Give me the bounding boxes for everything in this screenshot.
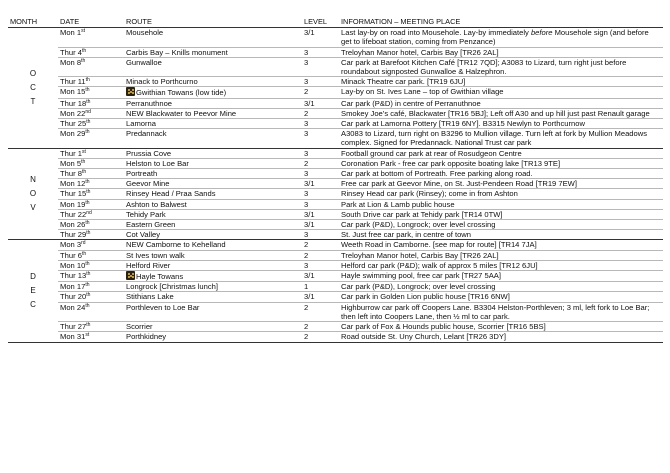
info-text: Last lay-by on road into Mousehole. Lay-by immediately xyxy=(341,28,531,38)
info-text: Weeth Road in Camborne. [see map for route] [TR14 7JA] xyxy=(341,240,537,250)
route-name: Minack to Porthcurno xyxy=(126,77,198,87)
date-day: Thur xyxy=(60,292,76,302)
info-cell xyxy=(339,28,663,47)
route-cell xyxy=(124,179,302,189)
date-suffix: st xyxy=(81,148,86,155)
date-day: Mon xyxy=(60,220,75,230)
info-cell xyxy=(339,260,663,270)
route-cell xyxy=(124,199,302,209)
route-name: NEW Blackwater to Peevor Mine xyxy=(126,108,237,118)
date-cell xyxy=(58,271,124,282)
route-cell xyxy=(124,148,302,158)
info-cell xyxy=(339,209,663,219)
route-cell xyxy=(124,302,302,321)
route-cell xyxy=(124,282,302,292)
date-day: Thur xyxy=(60,189,76,199)
date-cell xyxy=(58,292,124,302)
route-name: Perranuthnoe xyxy=(126,98,173,108)
info-text: Lay-by on St. Ives Lane – top of Gwithian village xyxy=(341,87,504,97)
date-cell xyxy=(58,179,124,189)
info-text: Treloyhan Manor hotel, Carbis Bay [TR26 2AL] xyxy=(341,47,499,57)
route-name: Geevor Mine xyxy=(126,179,170,189)
info-text: Football ground car park at rear of Rosudgeon Centre xyxy=(341,148,522,158)
info-cell xyxy=(339,220,663,230)
date-cell xyxy=(58,332,124,342)
month-letter: C xyxy=(30,299,36,309)
date-number: 19 xyxy=(76,199,86,209)
route-cell xyxy=(124,230,302,240)
date-cell xyxy=(58,250,124,260)
info-cell xyxy=(339,199,663,209)
date-number: 12 xyxy=(76,179,86,189)
date-cell xyxy=(58,209,124,219)
date-suffix: th xyxy=(81,158,86,165)
route-name: Gwithian Towans (low tide) xyxy=(136,88,227,98)
date-day: Thur xyxy=(60,322,76,332)
date-suffix: th xyxy=(85,260,90,267)
level-cell: 3 xyxy=(302,169,339,179)
table-row xyxy=(8,129,663,148)
date-number: 11 xyxy=(77,77,86,87)
route-cell xyxy=(124,87,302,98)
info-cell xyxy=(339,179,663,189)
date-number: 26 xyxy=(76,220,86,230)
date-cell xyxy=(58,119,124,129)
route-cell xyxy=(124,220,302,230)
info-text: Minack Theatre car park. [TR19 6JU] xyxy=(341,77,466,87)
info-text: Rinsey Head car park (Rinsey); come in from Ashton xyxy=(341,189,518,199)
info-cell xyxy=(339,119,663,129)
info-text: South Drive car park at Tehidy park [TR14 0TW] xyxy=(341,209,503,219)
route-name: Helston to Loe Bar xyxy=(126,158,189,168)
route-name: Eastern Green xyxy=(126,220,176,230)
route-cell xyxy=(124,47,302,57)
level-cell: 2 xyxy=(302,87,339,98)
level-cell: 3 xyxy=(302,77,339,87)
table-row xyxy=(8,199,663,209)
info-cell xyxy=(339,332,663,342)
date-cell xyxy=(58,302,124,321)
level-header: LEVEL xyxy=(302,17,339,28)
info-text: Road outside St. Uny Church, Lelant [TR26 3DY] xyxy=(341,332,507,342)
table-row xyxy=(8,77,663,87)
date-suffix: th xyxy=(85,199,90,206)
month-header: MONTH xyxy=(8,17,58,28)
date-suffix: th xyxy=(86,119,91,126)
info-text: Highburrow car park off Coopers Lane. B3304 Helston-Porthleven; 3 ml, left fork to Loe Bar; then left into Coopers Lane, then ½ ml to car park. xyxy=(341,302,650,321)
month-letter: C xyxy=(30,82,36,92)
level-cell: 3/1 xyxy=(302,98,339,108)
date-cell xyxy=(58,28,124,47)
date-suffix: th xyxy=(81,250,87,257)
info-cell xyxy=(339,230,663,240)
table-row xyxy=(8,260,663,270)
date-suffix: th xyxy=(81,57,86,64)
month-letter: V xyxy=(30,203,36,213)
route-name: Scorrier xyxy=(126,322,153,332)
level-cell: 3 xyxy=(302,129,339,148)
date-number: 5 xyxy=(76,158,82,168)
table-row xyxy=(8,220,663,230)
date-cell xyxy=(58,129,124,148)
date-suffix: st xyxy=(81,28,86,35)
info-text: Car park at bottom of Portreath. Free parking along road. xyxy=(341,169,533,179)
table-row xyxy=(8,158,663,168)
route-cell xyxy=(124,322,302,332)
info-text: Car park (P&D) in centre of Perranuthnoe xyxy=(341,98,481,108)
level-cell: 3 xyxy=(302,260,339,270)
info-cell xyxy=(339,282,663,292)
info-cell xyxy=(339,57,663,76)
info-text: Treloyhan Manor hotel, Carbis Bay [TR26 2AL] xyxy=(341,250,499,260)
table-row xyxy=(8,230,663,240)
date-day: Mon xyxy=(60,129,75,139)
level-cell: 2 xyxy=(302,322,339,332)
date-day: Mon xyxy=(60,332,75,342)
info-text: Smokey Joe’s café, Blackwater [TR16 5BJ]; Left off A30 and up hill just past Renault garage xyxy=(341,108,650,118)
date-cell xyxy=(58,87,124,98)
route-cell xyxy=(124,57,302,76)
table-row xyxy=(8,87,663,98)
route-name: Carbis Bay – Knills monument xyxy=(126,47,228,57)
level-cell: 2 xyxy=(302,158,339,168)
table-row xyxy=(8,250,663,260)
table-row xyxy=(8,47,663,57)
level-cell: 3 xyxy=(302,148,339,158)
route-cell xyxy=(124,158,302,168)
table-row xyxy=(8,322,663,332)
info-cell xyxy=(339,189,663,199)
month-letter: O xyxy=(29,68,37,78)
date-day: Thur xyxy=(60,250,76,260)
route-name: Porthleven to Loe Bar xyxy=(126,302,200,312)
date-cell xyxy=(58,322,124,332)
table-row xyxy=(8,119,663,129)
date-suffix: th xyxy=(85,302,90,309)
level-cell: 3 xyxy=(302,119,339,129)
date-day: Mon xyxy=(60,179,75,189)
date-suffix: nd xyxy=(86,209,92,216)
date-suffix: th xyxy=(85,282,90,289)
date-suffix: th xyxy=(85,179,90,186)
date-cell xyxy=(58,148,124,158)
table-row xyxy=(8,108,663,118)
date-number: 22 xyxy=(77,209,87,219)
date-cell xyxy=(58,47,124,57)
month-letter: D xyxy=(30,271,36,281)
date-cell xyxy=(58,240,124,250)
date-number: 8 xyxy=(77,169,82,179)
date-day: Mon xyxy=(60,108,75,118)
date-cell xyxy=(58,260,124,270)
date-day: Thur xyxy=(60,271,76,281)
date-suffix: th xyxy=(86,189,91,196)
date-number: 15 xyxy=(77,189,87,199)
info-cell xyxy=(339,302,663,321)
level-cell: 3 xyxy=(302,199,339,209)
level-cell: 3 xyxy=(302,230,339,240)
date-day: Mon xyxy=(60,57,75,67)
info-cell xyxy=(339,271,663,282)
month-label-dec xyxy=(8,240,58,342)
date-cell xyxy=(58,230,124,240)
date-suffix: th xyxy=(85,77,90,84)
info-cell xyxy=(339,77,663,87)
info-text: Free car park at Geevor Mine, on St. Just-Pendeen Road [TR19 7EW] xyxy=(341,179,577,189)
route-cell xyxy=(124,240,302,250)
date-number: 29 xyxy=(77,230,87,240)
route-cell xyxy=(124,332,302,342)
info-text: Car park (P&D), Longrock; over level crossing xyxy=(341,282,496,292)
route-name: Hayle Towans xyxy=(136,272,184,282)
route-cell xyxy=(124,250,302,260)
date-suffix: th xyxy=(85,87,90,94)
date-day: Mon xyxy=(60,260,75,270)
date-suffix: st xyxy=(85,332,90,339)
date-cell xyxy=(58,108,124,118)
table-row xyxy=(8,282,663,292)
month-letter: E xyxy=(30,285,36,295)
date-day: Mon xyxy=(60,158,75,168)
date-day: Mon xyxy=(60,199,75,209)
date-day: Thur xyxy=(60,209,76,219)
info-cell xyxy=(339,240,663,250)
date-suffix: th xyxy=(81,169,87,176)
route-name: Helford River xyxy=(126,260,171,270)
table-header xyxy=(8,17,663,28)
info-cell xyxy=(339,169,663,179)
month-letter: N xyxy=(30,175,36,185)
table-row xyxy=(8,179,663,189)
date-cell xyxy=(58,158,124,168)
info-emphasis: before xyxy=(530,28,553,38)
level-cell: 1 xyxy=(302,282,339,292)
level-cell: 3 xyxy=(302,57,339,76)
route-name: Stithians Lake xyxy=(126,292,174,302)
level-cell: 3/1 xyxy=(302,28,339,47)
date-number: 27 xyxy=(77,322,87,332)
info-header: INFORMATION – MEETING PLACE xyxy=(339,17,663,28)
route-name: Prussia Cove xyxy=(126,148,172,158)
level-cell: 3/1 xyxy=(302,179,339,189)
table-body xyxy=(8,28,663,342)
date-day: Mon xyxy=(60,28,75,38)
table-row xyxy=(8,209,663,219)
route-name: Predannack xyxy=(126,129,167,139)
date-number: 31 xyxy=(76,332,86,342)
route-cell xyxy=(124,292,302,302)
route-name: Gunwalloe xyxy=(126,57,162,67)
walk-schedule-table xyxy=(8,17,663,343)
info-cell xyxy=(339,292,663,302)
table-row xyxy=(8,28,663,47)
route-cell xyxy=(124,169,302,179)
date-day: Mon xyxy=(60,302,75,312)
date-cell xyxy=(58,169,124,179)
date-number: 15 xyxy=(76,87,86,97)
date-day: Mon xyxy=(60,240,75,250)
info-text: Hayle swimming pool, free car park [TR27 5AA] xyxy=(341,271,501,281)
info-text: A3083 to Lizard, turn right on B3296 to Mullion village. Turn left at fork by Mullion Meadows complex. Signed for Predannack. National Trust car park xyxy=(341,129,648,148)
route-name: Ashton to Balwest xyxy=(126,199,187,209)
info-text: Car park of Fox & Hounds public house, Scorrier [TR16 5BS] xyxy=(341,322,546,332)
date-day: Mon xyxy=(60,282,75,292)
month-label-oct xyxy=(8,28,58,148)
route-cell xyxy=(124,260,302,270)
route-cell xyxy=(124,189,302,199)
route-name: NEW Camborne to Kehelland xyxy=(126,240,226,250)
date-number: 25 xyxy=(77,119,87,129)
tide-icon xyxy=(126,271,135,280)
info-cell xyxy=(339,87,663,98)
date-number: 17 xyxy=(76,282,86,292)
route-cell xyxy=(124,98,302,108)
route-name: Lamorna xyxy=(126,119,156,129)
table-row xyxy=(8,240,663,250)
level-cell: 2 xyxy=(302,302,339,321)
date-cell xyxy=(58,57,124,76)
date-number: 1 xyxy=(76,28,82,38)
date-day: Thur xyxy=(60,230,76,240)
route-header: ROUTE xyxy=(124,17,302,28)
level-cell: 3/1 xyxy=(302,271,339,282)
date-suffix: th xyxy=(86,271,91,278)
date-number: 1 xyxy=(77,148,82,158)
level-cell: 3 xyxy=(302,47,339,57)
level-cell: 3/1 xyxy=(302,209,339,219)
date-suffix: nd xyxy=(85,108,91,115)
info-text: St. Just free car park, in centre of town xyxy=(341,230,471,240)
date-number: 22 xyxy=(76,108,86,118)
route-cell xyxy=(124,271,302,282)
route-name: Tehidy Park xyxy=(126,209,166,219)
table-row xyxy=(8,332,663,342)
date-suffix: th xyxy=(86,230,91,237)
level-cell: 2 xyxy=(302,108,339,118)
date-suffix: th xyxy=(85,220,90,227)
route-cell xyxy=(124,129,302,148)
date-number: 6 xyxy=(77,250,82,260)
date-number: 20 xyxy=(77,292,87,302)
level-cell: 3/1 xyxy=(302,220,339,230)
table-row xyxy=(8,292,663,302)
route-cell xyxy=(124,77,302,87)
date-day: Thur xyxy=(60,98,76,108)
route-cell xyxy=(124,209,302,219)
level-cell: 2 xyxy=(302,240,339,250)
date-suffix: rd xyxy=(81,240,86,247)
route-name: Portreath xyxy=(126,169,158,179)
info-text: Mousehole sign (and before get to lifeboat station, coming from Penzance) xyxy=(341,28,649,47)
date-day: Thur xyxy=(60,148,76,158)
info-cell xyxy=(339,322,663,332)
info-cell xyxy=(339,47,663,57)
info-cell xyxy=(339,158,663,168)
info-cell xyxy=(339,148,663,158)
date-cell xyxy=(58,189,124,199)
info-text: Car park at Lamorna Pottery [TR19 6NY]. B3315 Newlyn to Porthcurnow xyxy=(341,119,585,129)
date-cell xyxy=(58,220,124,230)
month-label-nov xyxy=(8,148,58,240)
info-cell xyxy=(339,98,663,108)
level-cell: 2 xyxy=(302,332,339,342)
date-suffix: th xyxy=(86,322,91,329)
date-day: Thur xyxy=(60,47,76,57)
date-cell xyxy=(58,77,124,87)
info-text: Car park in Golden Lion public house [TR16 6NW] xyxy=(341,292,510,302)
table-row xyxy=(8,302,663,321)
table-row xyxy=(8,57,663,76)
date-number: 8 xyxy=(76,57,82,67)
table-row xyxy=(8,169,663,179)
route-name: Porthkidney xyxy=(126,332,167,342)
date-suffix: th xyxy=(86,292,91,299)
route-cell xyxy=(124,28,302,47)
table-row xyxy=(8,271,663,282)
route-name: Rinsey Head / Praa Sands xyxy=(126,189,216,199)
route-name: Longrock [Christmas lunch] xyxy=(126,282,219,292)
date-number: 13 xyxy=(77,271,87,281)
date-suffix: th xyxy=(86,98,91,105)
date-number: 4 xyxy=(77,47,82,57)
level-cell: 2 xyxy=(302,250,339,260)
date-day: Mon xyxy=(60,87,75,97)
info-text: Coronation Park - free car park opposite boating lake [TR13 9TE] xyxy=(341,158,561,168)
date-day: Thur xyxy=(60,169,76,179)
route-cell xyxy=(124,108,302,118)
month-letter: O xyxy=(29,189,37,199)
date-number: 3 xyxy=(76,240,82,250)
level-cell: 3/1 xyxy=(302,292,339,302)
info-cell xyxy=(339,108,663,118)
info-text: Helford car park (P&D); walk of approx 5 miles [TR12 6JU] xyxy=(341,260,538,270)
date-day: Thur xyxy=(60,119,76,129)
date-cell xyxy=(58,199,124,209)
table-row xyxy=(8,189,663,199)
level-cell: 3 xyxy=(302,189,339,199)
info-cell xyxy=(339,250,663,260)
route-name: Cot Valley xyxy=(126,230,161,240)
info-text: Car park at Barefoot Kitchen Café [TR12 7QD]; A3083 to Lizard, turn right just before roundabout signposted Gunwalloe & Halzephron. xyxy=(341,57,627,77)
date-day: Thur xyxy=(60,77,76,87)
date-suffix: th xyxy=(85,129,90,136)
table-row xyxy=(8,98,663,108)
info-text: Park at Lion & Lamb public house xyxy=(341,199,455,209)
date-cell xyxy=(58,98,124,108)
date-cell xyxy=(58,282,124,292)
date-number: 18 xyxy=(77,98,87,108)
route-name: St Ives town walk xyxy=(126,250,185,260)
table-row xyxy=(8,148,663,158)
info-cell xyxy=(339,129,663,148)
tide-icon xyxy=(126,87,135,96)
date-number: 24 xyxy=(76,302,86,312)
date-number: 29 xyxy=(76,129,86,139)
route-name: Mousehole xyxy=(126,28,164,38)
month-letter: T xyxy=(30,96,36,106)
date-suffix: th xyxy=(81,47,87,54)
date-header: DATE xyxy=(58,17,124,28)
route-cell xyxy=(124,119,302,129)
info-text: Car park (P&D), Longrock; over level crossing xyxy=(341,220,496,230)
date-number: 10 xyxy=(76,260,86,270)
